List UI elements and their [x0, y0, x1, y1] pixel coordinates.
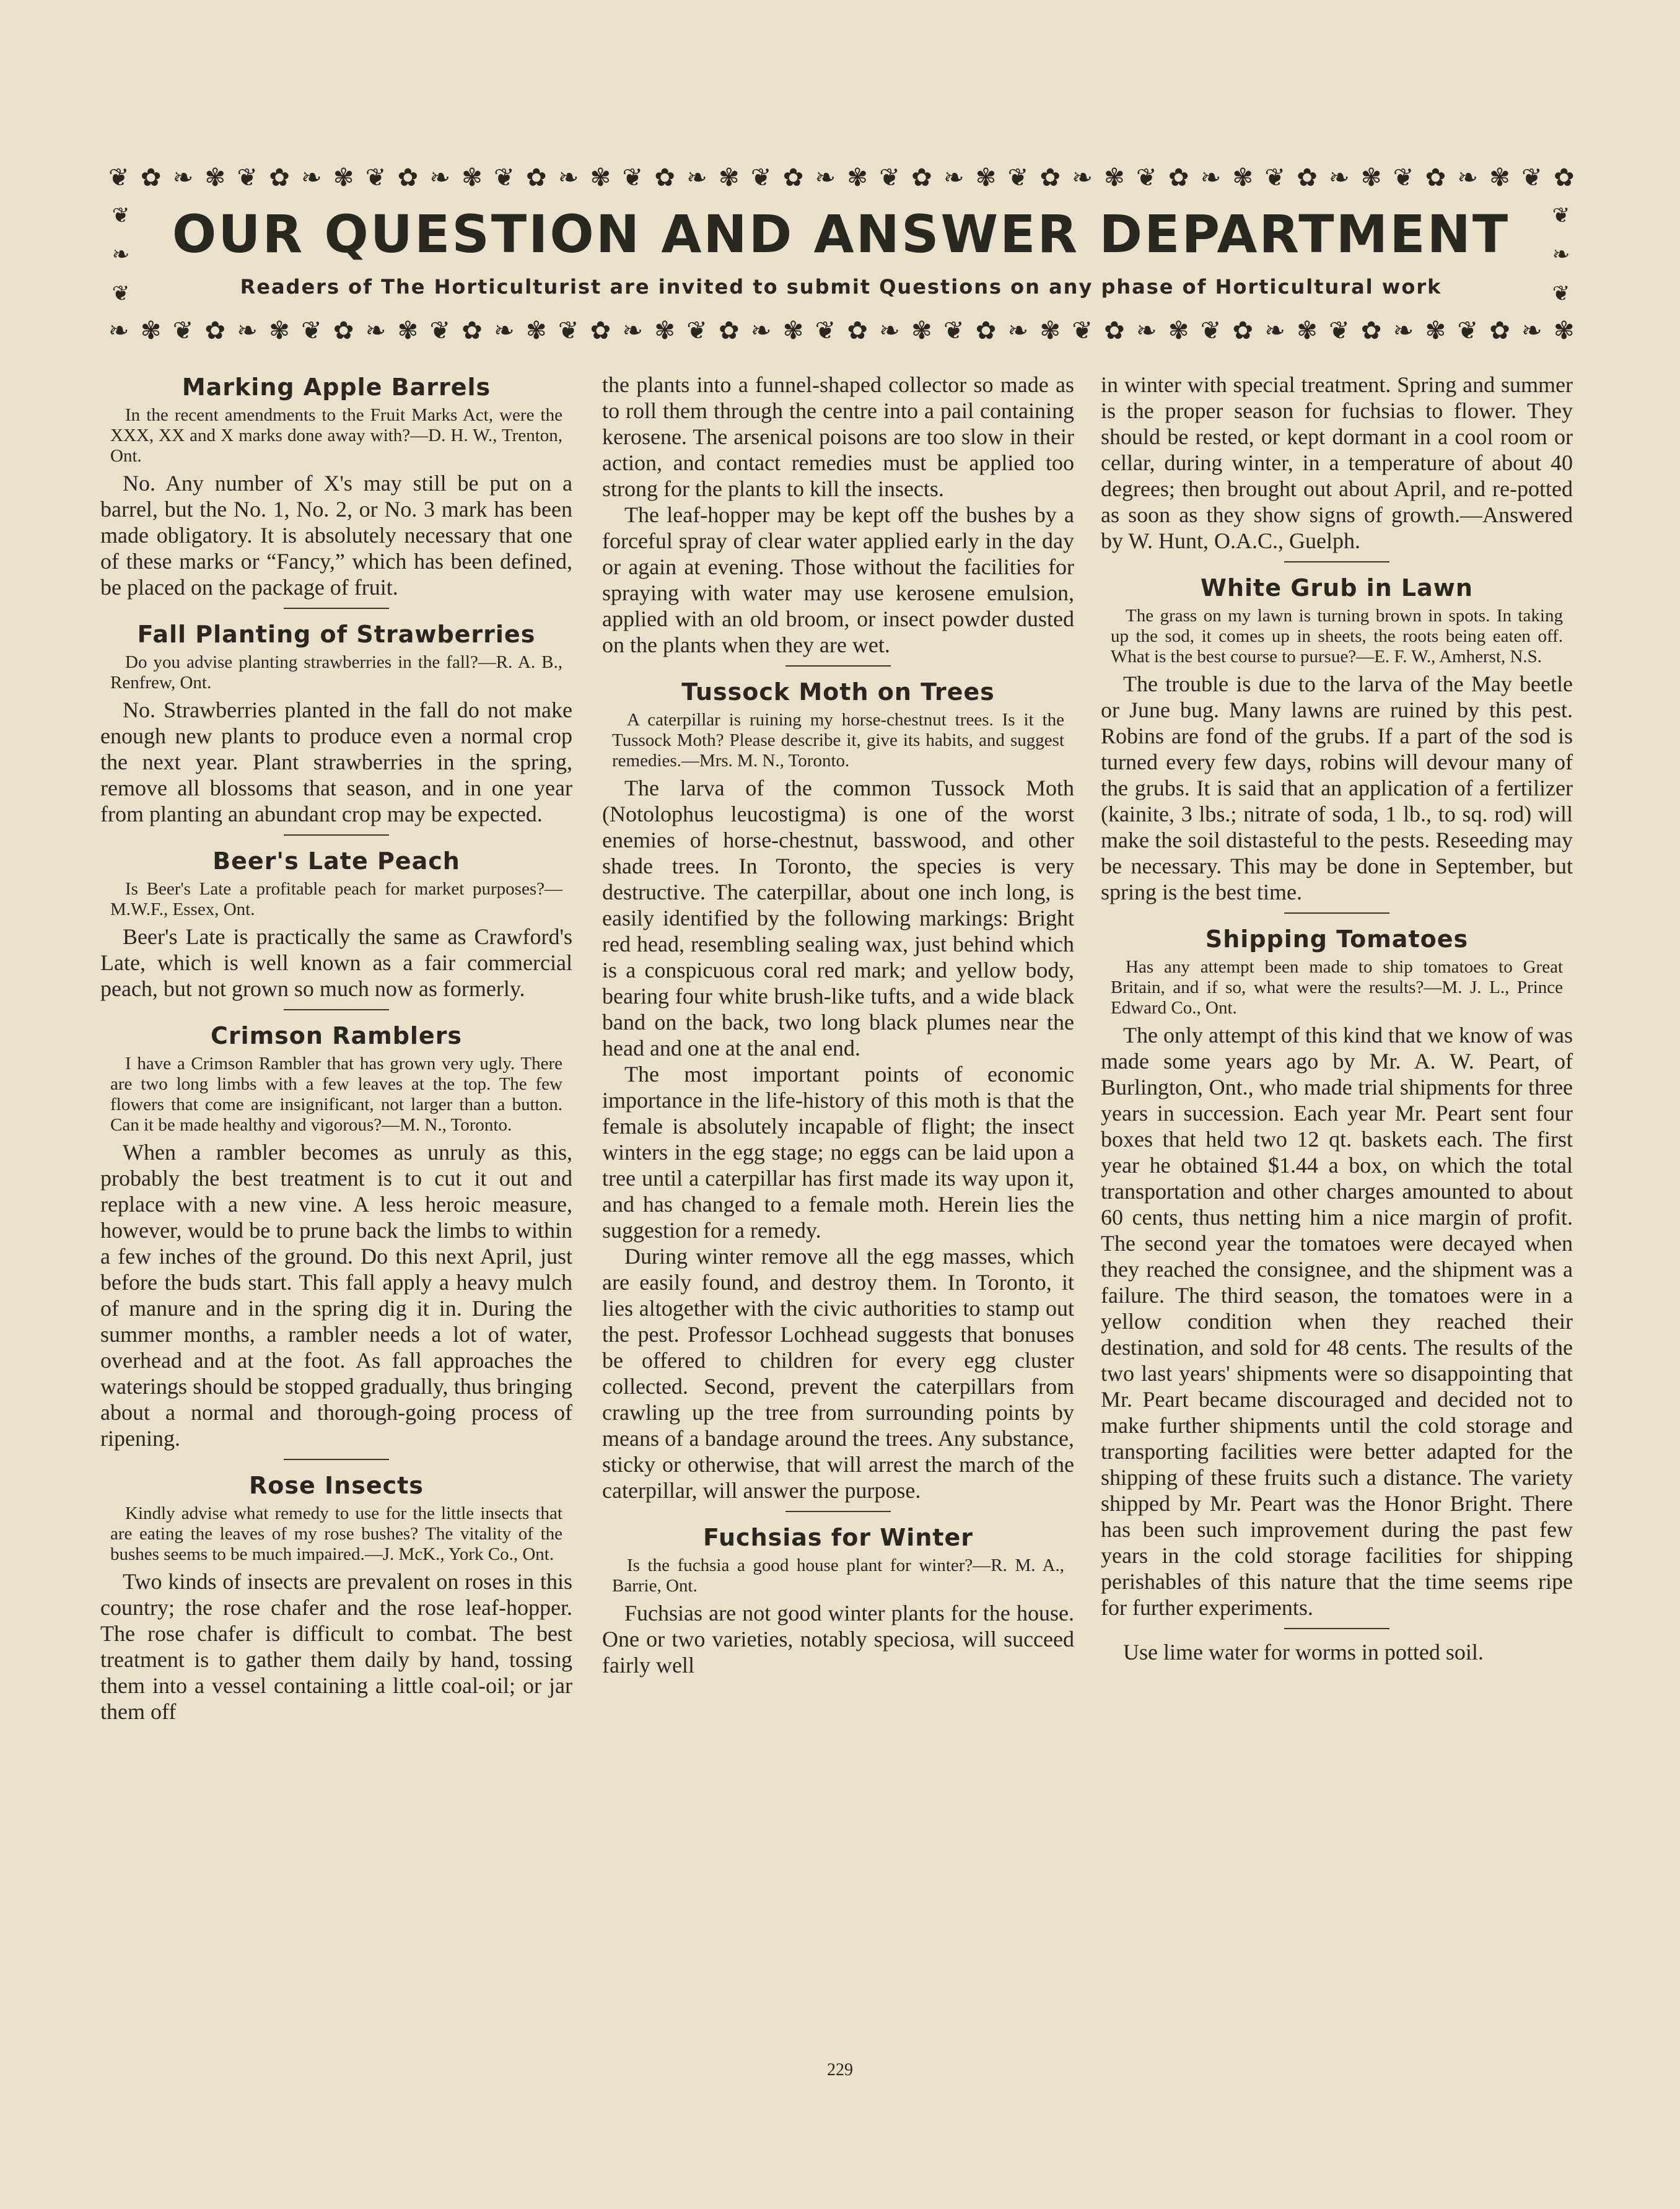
article [100, 1459, 572, 1725]
article [1101, 912, 1573, 1621]
ornament-glyph: ❦ [301, 317, 321, 345]
ornament-glyph: ❧ [1136, 317, 1156, 345]
ornament-glyph: ✿ [719, 317, 738, 345]
ornament-glyph: ❧ [943, 164, 963, 192]
ornament-glyph: ❦ [1136, 164, 1156, 192]
ornament-glyph: ✾ [1425, 317, 1445, 345]
ornament-glyph: ❦ [1072, 317, 1092, 345]
ornament-glyph: ❦ [1007, 164, 1028, 192]
answer-paragraph: Fuchsias are not good winter plants for the house. One or two varieties, notably speciosa, will succeed fairly well [602, 1601, 1074, 1678]
ornament-glyph: ✾ [1489, 164, 1509, 192]
ornament-glyph: ❧ [237, 317, 256, 345]
reader-question: A caterpillar is ruining my horse-chestnut trees. Is it the Tussock Moth? Please describe it, give its habits, and suggest remedies.—Mrs. M. N., Toronto. [612, 710, 1064, 771]
ornament-glyph: ✿ [397, 164, 418, 192]
ornament-glyph: ✿ [590, 317, 610, 345]
ornament-glyph: ❧ [365, 317, 385, 345]
ornament-glyph: ❦ [622, 164, 642, 192]
top-ornament-border [108, 160, 1573, 196]
page-number: 229 [827, 2060, 853, 2080]
ornament-glyph: ✿ [975, 317, 995, 345]
ornament-glyph: ✾ [1168, 317, 1188, 345]
ornament-glyph: ❧ [1521, 317, 1541, 345]
ornament-glyph: ❧ [686, 164, 706, 192]
answer-paragraph: The leaf-hopper may be kept off the bushes by a forceful spray of clear water applied early in the day or again at evening. Those without the facilities for spraying with water may use kerosene emulsion, applied with an old broom, or insect powder dusted on the plants when they are wet. [602, 502, 1074, 657]
ornament-glyph: ✿ [333, 317, 353, 345]
ornament-glyph: ❧ [558, 164, 578, 192]
ornament-glyph: ✾ [397, 317, 418, 345]
article-heading: White Grub in Lawn [1201, 574, 1473, 601]
answer-paragraph: The only attempt of this kind that we know of was made some years ago by Mr. A. W. Peart, of Burlington, Ont., who made trial shipments for three years in succession. Each year Mr. Peart sent four boxes that held two 12 qt. baskets each. The first year he obtained $1.44 a box, on which the total transportation and other charges amounted to about 60 cents, thus netting him a nice margin of profit. The second year the tomatoes were decayed when they reached the consignee, and the shipment was a failure. The third season, the tomatoes were in a yellow condition when they reached their destination, and sold for 48 cents. The results of the two last years' shipments were so disappointing that Mr. Peart became discouraged and decided not to make further shipments until the cold storage and transporting facilities were better adapted for the shipping of these fruits such a distance. The variety shipped by Mr. Peart was the Honor Bright. There has been such improvement during the past few years in the cold storage facilities for shipping perishables of this nature that the time seems ripe for further experiments. [1101, 1023, 1573, 1620]
answer-paragraph: No. Any number of X's may still be put on a barrel, but the No. 1, No. 2, or No. 3 mark has been made obligatory. It is absolutely necessary that one of these marks or “Fancy,” which has been defined, be placed on the package of fruit. [100, 471, 572, 600]
ornament-glyph: ✾ [782, 317, 803, 345]
ornament-glyph: ✾ [719, 164, 738, 192]
answer-paragraph: The trouble is due to the larva of the May beetle or June bug. Many lawns are ruined by this pest. Robins are fond of the grubs. If a part of the sod is turned every few days, robins will devour many of the grubs. It is said that an application of a fertilizer (kainite, 3 lbs.; nitrate of soda, 1 lb., to sq. rod) will make the soil distasteful to the pests. Reseeding may be necessary. This may be done in September, but spring is the best time. [1101, 671, 1573, 904]
left-ornament-border: ❦ ❧ ❦ [112, 203, 130, 306]
section-divider [1284, 912, 1389, 914]
reader-question: Is Beer's Late a profitable peach for market purposes?—M.W.F., Essex, Ont. [110, 879, 562, 919]
answer-paragraph: When a rambler becomes as unruly as this, probably the best treatment is to cut it out and replace with a new vine. A less heroic measure, however, would be to prune back the limbs to within a few inches of the ground. Do this next April, just before the buds start. This fall apply a heavy mulch of manure and in the spring dig it in. During the summer months, a rambler needs a lot of water, overhead and at the foot. As fall approaches the waterings should be stopped gradually, thus bringing about a normal and thorough-going process of ripening. [100, 1140, 572, 1451]
answer-paragraph: The most important points of economic importance in the life-history of this moth is that the female is absolutely incapable of flight; the insect winters in the egg stage; no eggs can be laid upon a tree until a caterpillar has first made its way upon it, and has changed to a female moth. Herein lies the suggestion for a remedy. [602, 1062, 1074, 1243]
ornament-glyph: ❧ [815, 164, 835, 192]
article-heading: Crimson Ramblers [210, 1022, 463, 1049]
section-divider [284, 834, 389, 836]
article-heading: Marking Apple Barrels [182, 374, 491, 401]
article [1101, 1628, 1573, 1665]
ornament-glyph: ❧ [879, 317, 899, 345]
ornament-glyph: ✿ [1360, 317, 1381, 345]
ornament-glyph: ✿ [269, 164, 289, 192]
ornament-glyph: ✾ [847, 164, 867, 192]
ornament-glyph: ❦ [879, 164, 899, 192]
ornament-glyph: ❦ [172, 317, 193, 345]
reader-question: Is the fuchsia a good house plant for winter?—R. M. A., Barrie, Ont. [612, 1555, 1064, 1596]
ornament-glyph: ✿ [847, 317, 867, 345]
ornament-glyph: ❧ [750, 317, 771, 345]
ornament-glyph: ❦ [815, 317, 835, 345]
ornament-glyph: ❦ [1329, 317, 1349, 345]
ornament-glyph: ❦ [1521, 164, 1541, 192]
ornament-glyph: ❧ [429, 164, 449, 192]
ornament-glyph: ❧ [1393, 317, 1413, 345]
ornament-glyph: ✿ [782, 164, 803, 192]
ornament-glyph: ✾ [1039, 317, 1059, 345]
article-heading: Rose Insects [249, 1472, 424, 1499]
ornament-glyph: ❦ [750, 164, 771, 192]
ornament-glyph: ✾ [1297, 317, 1316, 345]
ornament-glyph: ✾ [525, 317, 546, 345]
ornament-glyph: ✾ [1553, 317, 1573, 345]
ornament-glyph: ✾ [1360, 164, 1381, 192]
ornament-glyph: ✾ [462, 164, 481, 192]
ornament-glyph: ✾ [975, 164, 995, 192]
ornament-glyph: ❧ [1264, 317, 1284, 345]
ornament-glyph: ❦ [686, 317, 706, 345]
ornament-glyph: ✿ [1232, 317, 1253, 345]
article [1101, 372, 1573, 554]
article-heading: Beer's Late Peach [212, 847, 460, 875]
section-divider [785, 665, 891, 667]
department-banner [108, 160, 1573, 349]
section-divider [1284, 1628, 1389, 1629]
ornament-glyph: ✾ [333, 164, 353, 192]
ornament-glyph: ✿ [525, 164, 546, 192]
ornament-glyph: ✾ [654, 317, 674, 345]
ornament-glyph: ❦ [558, 317, 578, 345]
answer-paragraph: No. Strawberries planted in the fall do not make enough new plants to produce even a normal crop the next year. Plant strawberries in the spring, remove all blossoms that season, and in one year from planting an abundant crop may be expected. [100, 698, 572, 826]
answer-paragraph: Two kinds of insects are prevalent on roses in this country; the rose chafer and the rose leaf-hopper. The rose chafer is difficult to combat. The best treatment is to gather them daily by hand, tossing them into a vessel containing a little coal-oil; or jar them off [100, 1569, 572, 1724]
ornament-glyph: ✿ [204, 317, 225, 345]
reader-question: Kindly advise what remedy to use for the little insects that are eating the leaves of my rose bushes? The vitality of the bushes seems to be much impaired.—J. McK., York Co., Ont. [110, 1503, 562, 1564]
article-heading: Fall Planting of Strawberries [137, 621, 536, 648]
ornament-glyph: ❦ [1200, 317, 1220, 345]
reader-question: Do you advise planting strawberries in the fall?—R. A. B., Renfrew, Ont. [110, 652, 562, 693]
bottom-ornament-border [108, 313, 1573, 349]
ornament-glyph: ❧ [1072, 164, 1092, 192]
article [602, 372, 1074, 658]
ornament-glyph: ❦ [429, 317, 449, 345]
section-divider [284, 1009, 389, 1010]
section-divider [1284, 561, 1389, 562]
article-heading: Shipping Tomatoes [1205, 925, 1469, 953]
ornament-glyph: ✿ [911, 164, 931, 192]
ornament-glyph: ✿ [1489, 317, 1509, 345]
article [100, 834, 572, 1002]
ornament-glyph: ✾ [911, 317, 931, 345]
article [602, 1511, 1074, 1678]
section-divider [284, 1459, 389, 1460]
ornament-glyph: ❦ [237, 164, 256, 192]
department-subtitle: Readers of The Horticulturist are invited to submit Questions on any phase of Horticultural work [240, 275, 1442, 299]
ornament-glyph: ✾ [1104, 164, 1124, 192]
article [100, 608, 572, 827]
right-ornament-border: ❦ ❧ ❦ [1552, 203, 1570, 306]
ornament-glyph: ✿ [1297, 164, 1316, 192]
reader-question: The grass on my lawn is turning brown in spots. In taking up the sod, it comes up in sheets, the roots being eaten off. What is the best course to pursue?—E. F. W., Amherst, N.S. [1111, 606, 1563, 667]
ornament-glyph: ✿ [1553, 164, 1573, 192]
column-3 [1101, 372, 1573, 1665]
answer-paragraph: in winter with special treatment. Spring and summer is the proper season for fuchsias to flower. They should be rested, or kept dormant in a cool room or cellar, during winter, in a temperature of about 40 degrees; then brought out about April, and re-potted as soon as they show signs of growth.—Answered by W. Hunt, O.A.C., Guelph. [1101, 372, 1573, 553]
reader-question: I have a Crimson Rambler that has grown very ugly. There are two long limbs with a few leaves at the top. The few flowers that come are insignificant, not larger than a button. Can it be made healthy and vigorous?—M. N., Toronto. [110, 1054, 562, 1135]
ornament-glyph: ❦ [943, 317, 963, 345]
reader-question: In the recent amendments to the Fruit Marks Act, were the XXX, XX and X marks done away with?—D. H. W., Trenton, Ont. [110, 405, 562, 466]
answer-paragraph: Use lime water for worms in potted soil. [1123, 1640, 1484, 1664]
ornament-glyph: ❦ [1393, 164, 1413, 192]
ornament-glyph: ❦ [1457, 317, 1477, 345]
ornament-glyph: ✿ [140, 164, 160, 192]
ornament-glyph: ❧ [108, 317, 128, 345]
ornament-glyph: ✿ [1168, 164, 1188, 192]
ornament-glyph: ✿ [1104, 317, 1124, 345]
ornament-glyph: ❧ [1457, 164, 1477, 192]
department-title: OUR QUESTION AND ANSWER DEPARTMENT [172, 204, 1510, 265]
ornament-glyph: ❦ [494, 164, 514, 192]
article [100, 1009, 572, 1451]
answer-paragraph: During winter remove all the egg masses, which are easily found, and destroy them. In Toronto, it lies altogether with the civic authorities to stamp out the pest. Professor Lochhead suggests that bonuses be offered to children for every egg cluster collected. Second, prevent the caterpillars from crawling up the tree from surrounding points by means of a bandage around the trees. Any substance, sticky or otherwise, that will arrest the march of the caterpillar, will answer the purpose. [602, 1244, 1074, 1503]
ornament-glyph: ❦ [108, 164, 128, 192]
article-heading: Tussock Moth on Trees [681, 678, 995, 706]
ornament-glyph: ✾ [204, 164, 225, 192]
section-divider [284, 608, 389, 609]
ornament-glyph: ❧ [494, 317, 514, 345]
section-divider [785, 1511, 891, 1512]
article [602, 665, 1074, 1503]
ornament-glyph: ✿ [1039, 164, 1059, 192]
ornament-glyph: ❧ [1329, 164, 1349, 192]
reader-question: Has any attempt been made to ship tomatoes to Great Britain, and if so, what were the results?—M. J. L., Prince Edward Co., Ont. [1111, 957, 1563, 1018]
ornament-glyph: ❧ [1200, 164, 1220, 192]
ornament-glyph: ✿ [1425, 164, 1445, 192]
article [1101, 561, 1573, 905]
ornament-glyph: ✾ [269, 317, 289, 345]
ornament-glyph: ❦ [365, 164, 385, 192]
answer-paragraph: the plants into a funnel-shaped collector so made as to roll them through the centre into a pail containing kerosene. The arsenical poisons are too slow in their action, and contact remedies must be applied too strong for the plants to kill the insects. [602, 372, 1074, 501]
ornament-glyph: ✾ [140, 317, 160, 345]
article-heading: Fuchsias for Winter [702, 1524, 974, 1551]
ornament-glyph: ❧ [1007, 317, 1028, 345]
ornament-glyph: ✿ [462, 317, 481, 345]
ornament-glyph: ✿ [654, 164, 674, 192]
column-1 [100, 372, 572, 1725]
ornament-glyph: ❧ [301, 164, 321, 192]
answer-paragraph: Beer's Late is practically the same as Crawford's Late, which is well known as a fair commercial peach, but not grown so much now as formerly. [100, 924, 572, 1001]
ornament-glyph: ❦ [1264, 164, 1284, 192]
answer-paragraph: The larva of the common Tussock Moth (Notolophus leucostigma) is one of the worst enemies of horse-chestnut, basswood, and other shade trees. In Toronto, the species is very destructive. The caterpillar, about one inch long, is easily identified by the following markings: Bright red head, resembling sealing wax, just behind which is a conspicuous coral red mark; and yellow body, bearing four white brush-like tufts, and a wide black band on the back, two long black plumes near the head and one at the anal end. [602, 776, 1074, 1061]
ornament-glyph: ❧ [622, 317, 642, 345]
ornament-glyph: ❧ [172, 164, 193, 192]
column-2 [602, 372, 1074, 1678]
ornament-glyph: ✾ [590, 164, 610, 192]
ornament-glyph: ✾ [1232, 164, 1253, 192]
article [100, 372, 572, 600]
